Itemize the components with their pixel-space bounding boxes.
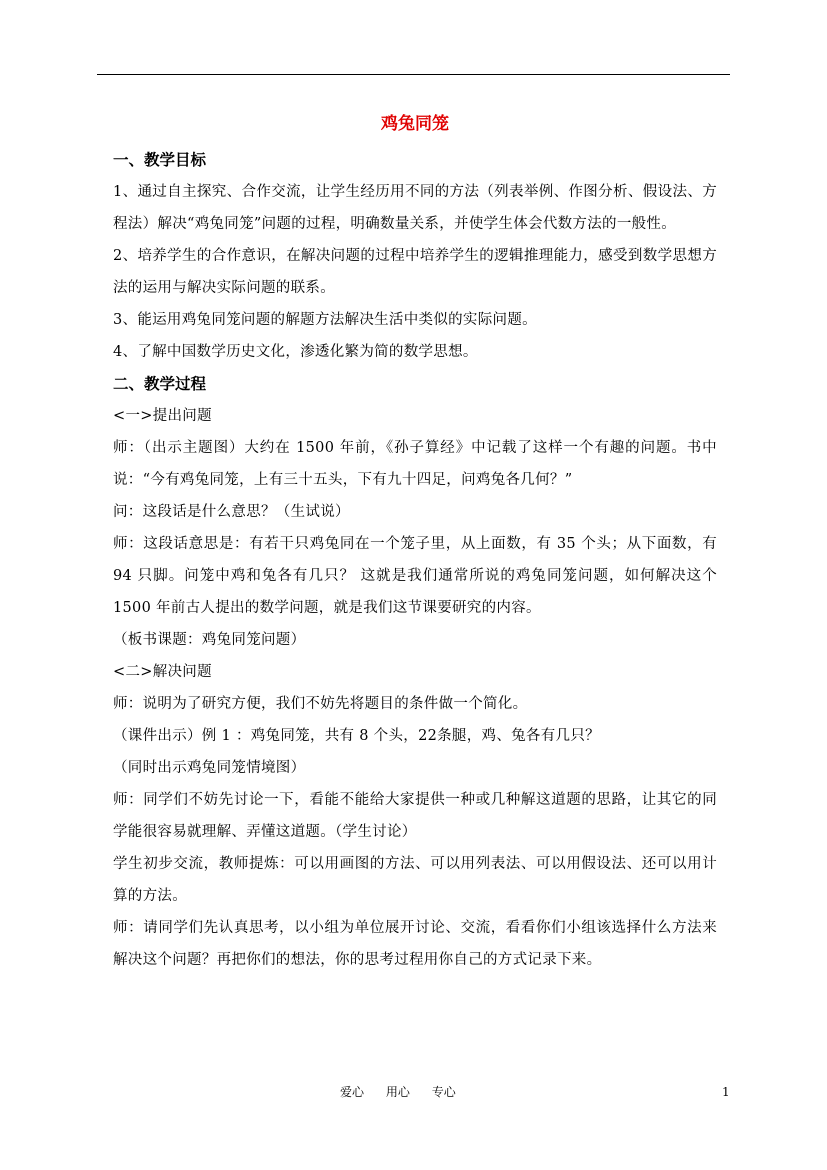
paragraph: 2、培养学生的合作意识，在解决问题的过程中培养学生的逻辑推理能力，感受到数学思想方法的运用与解决实际问题的联系。 — [113, 248, 717, 296]
paragraph: <一>提出问题 — [113, 408, 212, 424]
paragraph: 师：（出示主题图）大约在 1500 年前，《孙子算经》中记载了这样一个有趣的问题。书中说：“今有鸡兔同笼，上有三十五头，下有九十四足，问鸡兔各几何？” — [113, 440, 717, 488]
section-process — [113, 368, 717, 976]
paragraph: 学生初步交流，教师提炼：可以用画图的方法、可以用列表法、可以用假设法、还可以用计算的方法。 — [113, 856, 717, 904]
section-heading: 一、教学目标 — [113, 150, 207, 169]
paragraph: 4、了解中国数学历史文化，渗透化繁为简的数学思想。 — [113, 344, 478, 360]
paragraph: 师：说明为了研究方便，我们不妨先将题目的条件做一个简化。 — [113, 696, 528, 712]
paragraph: 3、能运用鸡兔同笼问题的解题方法解决生活中类似的实际问题。 — [113, 312, 537, 328]
footer-motto-word: 用心 — [385, 1085, 410, 1099]
paragraph: 问：这段话是什么意思？（生试说） — [113, 504, 350, 520]
paragraph: （课件出示）例 1 ：鸡兔同笼，共有 8 个头，22条腿，鸡、兔各有几只？ — [113, 728, 600, 744]
footer-motto-word: 爱心 — [340, 1085, 365, 1099]
header-rule — [97, 74, 730, 75]
section-objectives — [113, 144, 717, 368]
document-body — [113, 110, 717, 976]
paragraph: <二>解决问题 — [113, 664, 212, 680]
paragraph: 师：同学们不妨先讨论一下，看能不能给大家提供一种或几种解这道题的思路，让其它的同学能很容易就理解、弄懂这道题。（学生讨论） — [113, 792, 717, 840]
section-heading: 二、教学过程 — [113, 374, 207, 393]
document-title: 鸡兔同笼 — [381, 114, 449, 134]
paragraph: 师：这段话意思是：有若干只鸡兔同在一个笼子里，从上面数，有 35 个头；从下面数，有 94 只脚。问笼中鸡和兔各有几只？ 这就是我们通常所说的鸡兔同笼问题，如何解决这个 1500 年前古人提出的数学问题，就是我们这节课要研究的内容。 — [113, 536, 717, 616]
paragraph: 1、通过自主探究、合作交流，让学生经历用不同的方法（列表举例、作图分析、假设法、方程法）解决“鸡兔同笼”问题的过程，明确数量关系，并使学生体会代数方法的一般性。 — [113, 184, 717, 232]
paragraph: 师：请同学们先认真思考，以小组为单位展开讨论、交流，看看你们小组该选择什么方法来解决这个问题？再把你们的想法，你的思考过程用你自己的方式记录下来。 — [113, 920, 717, 968]
footer-motto — [340, 1082, 474, 1102]
footer-motto-word: 专心 — [431, 1085, 456, 1099]
page-number: 1 — [722, 1085, 730, 1099]
paragraph: （板书课题：鸡兔同笼问题） — [113, 632, 306, 648]
paragraph: （同时出示鸡兔同笼情境图） — [113, 760, 306, 776]
